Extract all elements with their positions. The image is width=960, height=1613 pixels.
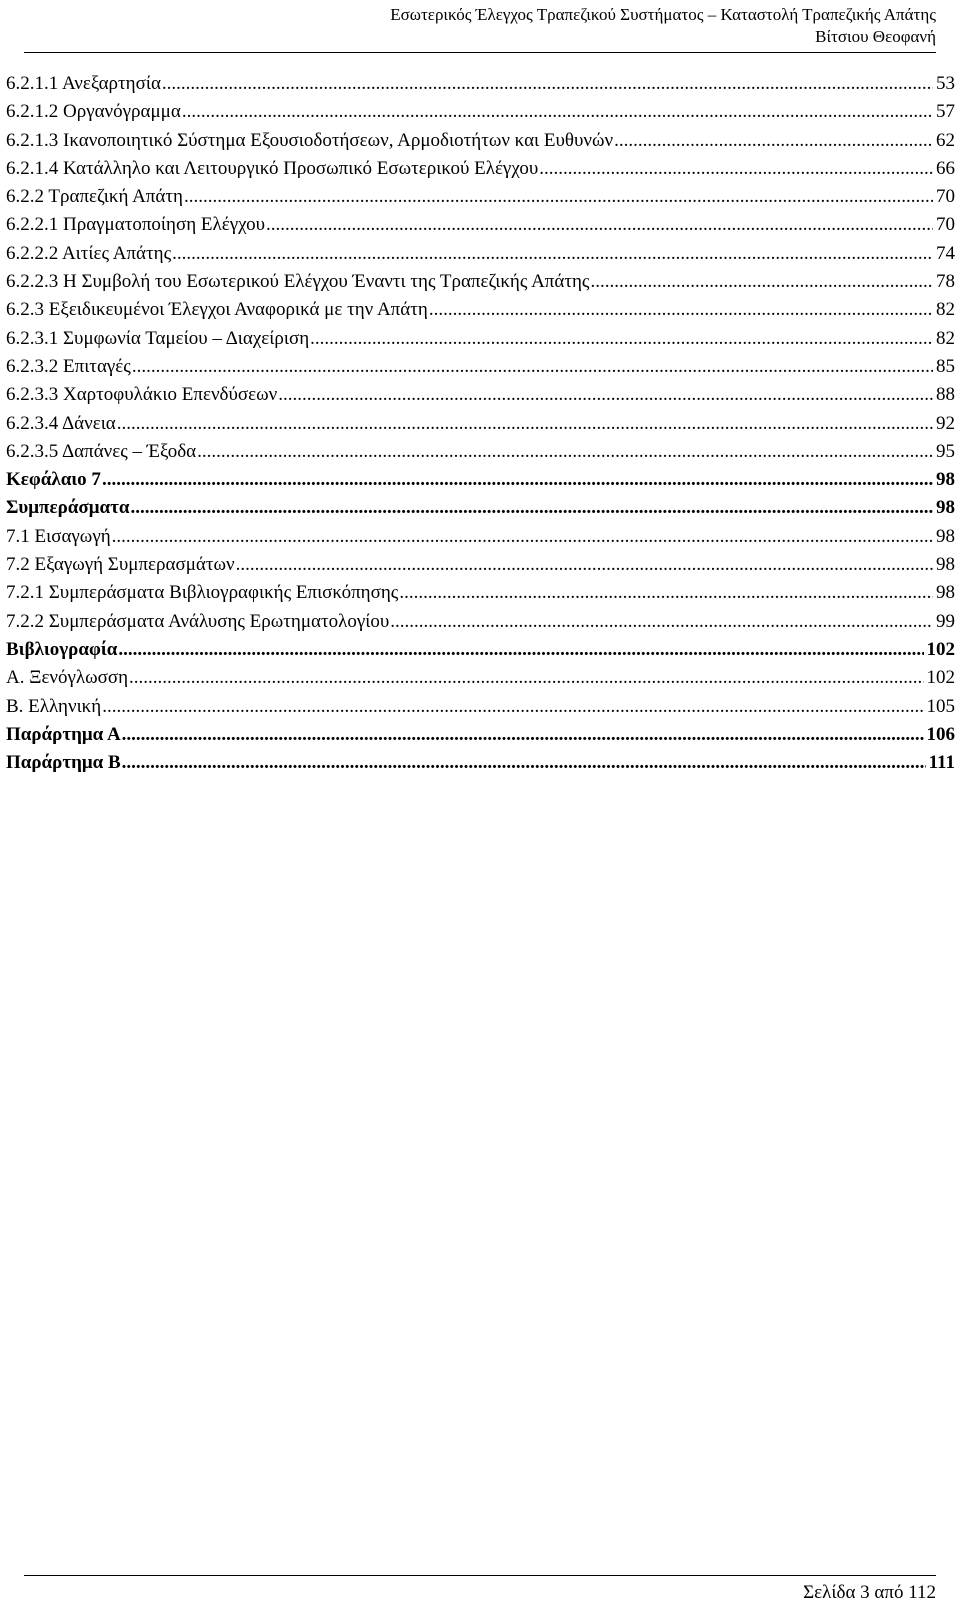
toc-entry[interactable]: [6, 413, 955, 441]
toc-entry[interactable]: [6, 441, 955, 469]
toc-dot-leader: [539, 158, 933, 180]
toc-entry-title: 7.2.1 Συμπεράσματα Βιβλιογραφικής Επισκόπησης: [6, 582, 399, 604]
toc-entry-page: 98: [936, 469, 955, 491]
header-title: Εσωτερικός Έλεγχος Τραπεζικού Συστήματος – Καταστολή Τραπεζικής Απάτης: [390, 5, 936, 24]
toc-entry-page: 98: [936, 525, 955, 547]
toc-dot-leader: [197, 441, 933, 463]
toc-entry-page: 105: [926, 695, 955, 717]
toc-entry[interactable]: [6, 328, 955, 356]
toc-entry-title: 7.2.2 Συμπεράσματα Ανάλυσης Ερωτηματολογίου: [6, 610, 390, 632]
toc-dot-leader: [130, 497, 933, 519]
toc-dot-leader: [614, 130, 933, 152]
toc-entry-page: 82: [936, 327, 955, 349]
toc-dot-leader: [184, 186, 933, 208]
toc-dot-leader: [122, 752, 926, 774]
toc-dot-leader: [310, 328, 933, 350]
toc-entry-title: 6.2.1.3 Ικανοποιητικό Σύστημα Εξουσιοδοτήσεων, Αρμοδιοτήτων και Ευθυνών: [6, 129, 614, 151]
toc-entry-page: 98: [936, 582, 955, 604]
toc-dot-leader: [172, 243, 933, 265]
toc-entry-title: 6.2.2.2 Αιτίες Απάτης: [6, 242, 172, 264]
toc-entry[interactable]: [6, 384, 955, 412]
toc-dot-leader: [112, 526, 933, 548]
toc-dot-leader: [390, 611, 933, 633]
toc-entry-page: 98: [936, 554, 955, 576]
toc-entry-page: 99: [936, 610, 955, 632]
toc-entry-title: 6.2.3.3 Χαρτοφυλάκιο Επενδύσεων: [6, 384, 278, 406]
toc-entry-page: 53: [936, 73, 955, 94]
toc-dot-leader: [590, 271, 933, 293]
table-of-contents: [6, 73, 955, 780]
toc-entry[interactable]: [6, 469, 955, 497]
toc-entry[interactable]: [6, 611, 955, 639]
toc-entry-title: Κεφάλαιο 7: [6, 469, 101, 491]
toc-entry-page: 88: [936, 384, 955, 406]
toc-entry[interactable]: [6, 356, 955, 384]
toc-entry-title: Συμπεράσματα: [6, 497, 130, 519]
toc-entry[interactable]: [6, 582, 955, 610]
footer-divider: [24, 1575, 936, 1576]
toc-entry[interactable]: [6, 299, 955, 327]
toc-entry-title: Α. Ξενόγλωσση: [6, 667, 129, 689]
toc-entry[interactable]: [6, 554, 955, 582]
toc-entry-page: 102: [926, 667, 955, 689]
toc-entry-title: 6.2.1.4 Κατάλληλο και Λειτουργικό Προσωπικό Εσωτερικού Ελέγχου: [6, 157, 539, 179]
toc-entry-page: 82: [936, 299, 955, 321]
toc-entry-title: 6.2.3 Εξειδικευμένοι Έλεγχοι Αναφορικά με την Απάτη: [6, 299, 428, 321]
toc-entry[interactable]: [6, 243, 955, 271]
toc-entry-title: 6.2.3.5 Δαπάνες – Έξοδα: [6, 440, 197, 462]
toc-entry[interactable]: [6, 696, 955, 724]
toc-dot-leader: [429, 299, 933, 321]
toc-entry-title: 6.2.3.4 Δάνεια: [6, 412, 116, 434]
toc-entry[interactable]: [6, 526, 955, 554]
toc-entry-page: 95: [936, 440, 955, 462]
toc-entry-page: 78: [936, 271, 955, 293]
toc-entry-page: 85: [936, 355, 955, 377]
toc-dot-leader: [182, 101, 933, 123]
toc-entry-title: 6.2.3.1 Συμφωνία Ταμείου – Διαχείριση: [6, 327, 310, 349]
toc-entry[interactable]: [6, 158, 955, 186]
toc-dot-leader: [102, 469, 933, 491]
toc-entry-title: Παράρτημα Α: [6, 723, 121, 745]
toc-dot-leader: [266, 214, 933, 236]
toc-entry[interactable]: [6, 73, 955, 101]
toc-entry-page: 102: [926, 638, 955, 660]
toc-entry[interactable]: [6, 186, 955, 214]
toc-entry[interactable]: [6, 667, 955, 695]
toc-entry[interactable]: [6, 752, 955, 780]
toc-entry-page: 74: [936, 242, 955, 264]
toc-entry-title: 7.2 Εξαγωγή Συμπερασμάτων: [6, 554, 235, 576]
toc-entry-title: 6.2.2 Τραπεζική Απάτη: [6, 186, 183, 208]
toc-dot-leader: [399, 582, 933, 604]
toc-dot-leader: [117, 413, 933, 435]
toc-entry-title: Παράρτημα Β: [6, 752, 121, 774]
toc-entry[interactable]: [6, 724, 955, 752]
toc-entry-page: 62: [936, 129, 955, 151]
toc-entry[interactable]: [6, 271, 955, 299]
toc-entry-page: 57: [936, 101, 955, 123]
toc-entry-title: 7.1 Εισαγωγή: [6, 525, 111, 547]
toc-dot-leader: [102, 696, 923, 718]
toc-entry-title: 6.2.1.2 Οργανόγραμμα: [6, 101, 181, 123]
toc-dot-leader: [162, 73, 933, 95]
toc-entry-page: 70: [936, 186, 955, 208]
running-header: [390, 4, 936, 48]
toc-entry[interactable]: [6, 497, 955, 525]
toc-entry[interactable]: [6, 214, 955, 242]
toc-entry-title: 6.2.2.3 Η Συμβολή του Εσωτερικού Ελέγχου Έναντι της Τραπεζικής Απάτης: [6, 271, 590, 293]
toc-entry-page: 70: [936, 214, 955, 236]
toc-entry-page: 92: [936, 412, 955, 434]
toc-dot-leader: [122, 724, 924, 746]
toc-dot-leader: [278, 384, 933, 406]
toc-dot-leader: [132, 356, 933, 378]
page-number: Σελίδα 3 από 112: [803, 1582, 936, 1603]
toc-entry[interactable]: [6, 639, 955, 667]
header-divider: [24, 52, 936, 53]
toc-entry-title: 6.2.2.1 Πραγματοποίηση Ελέγχου: [6, 214, 266, 236]
toc-entry-title: Βιβλιογραφία: [6, 638, 118, 660]
toc-dot-leader: [118, 639, 923, 661]
toc-entry-title: 6.2.3.2 Επιταγές: [6, 355, 131, 377]
toc-entry-title: Β. Ελληνική: [6, 695, 102, 717]
toc-entry-title: 6.2.1.1 Ανεξαρτησία: [6, 73, 161, 94]
header-author: Βίτσιου Θεοφανή: [815, 27, 936, 46]
toc-entry-page: 106: [926, 723, 955, 745]
toc-dot-leader: [236, 554, 933, 576]
toc-dot-leader: [129, 667, 923, 689]
toc-entry[interactable]: [6, 101, 955, 129]
toc-entry[interactable]: [6, 130, 955, 158]
toc-entry-page: 111: [928, 752, 955, 774]
toc-entry-page: 66: [936, 157, 955, 179]
toc-entry-page: 98: [936, 497, 955, 519]
